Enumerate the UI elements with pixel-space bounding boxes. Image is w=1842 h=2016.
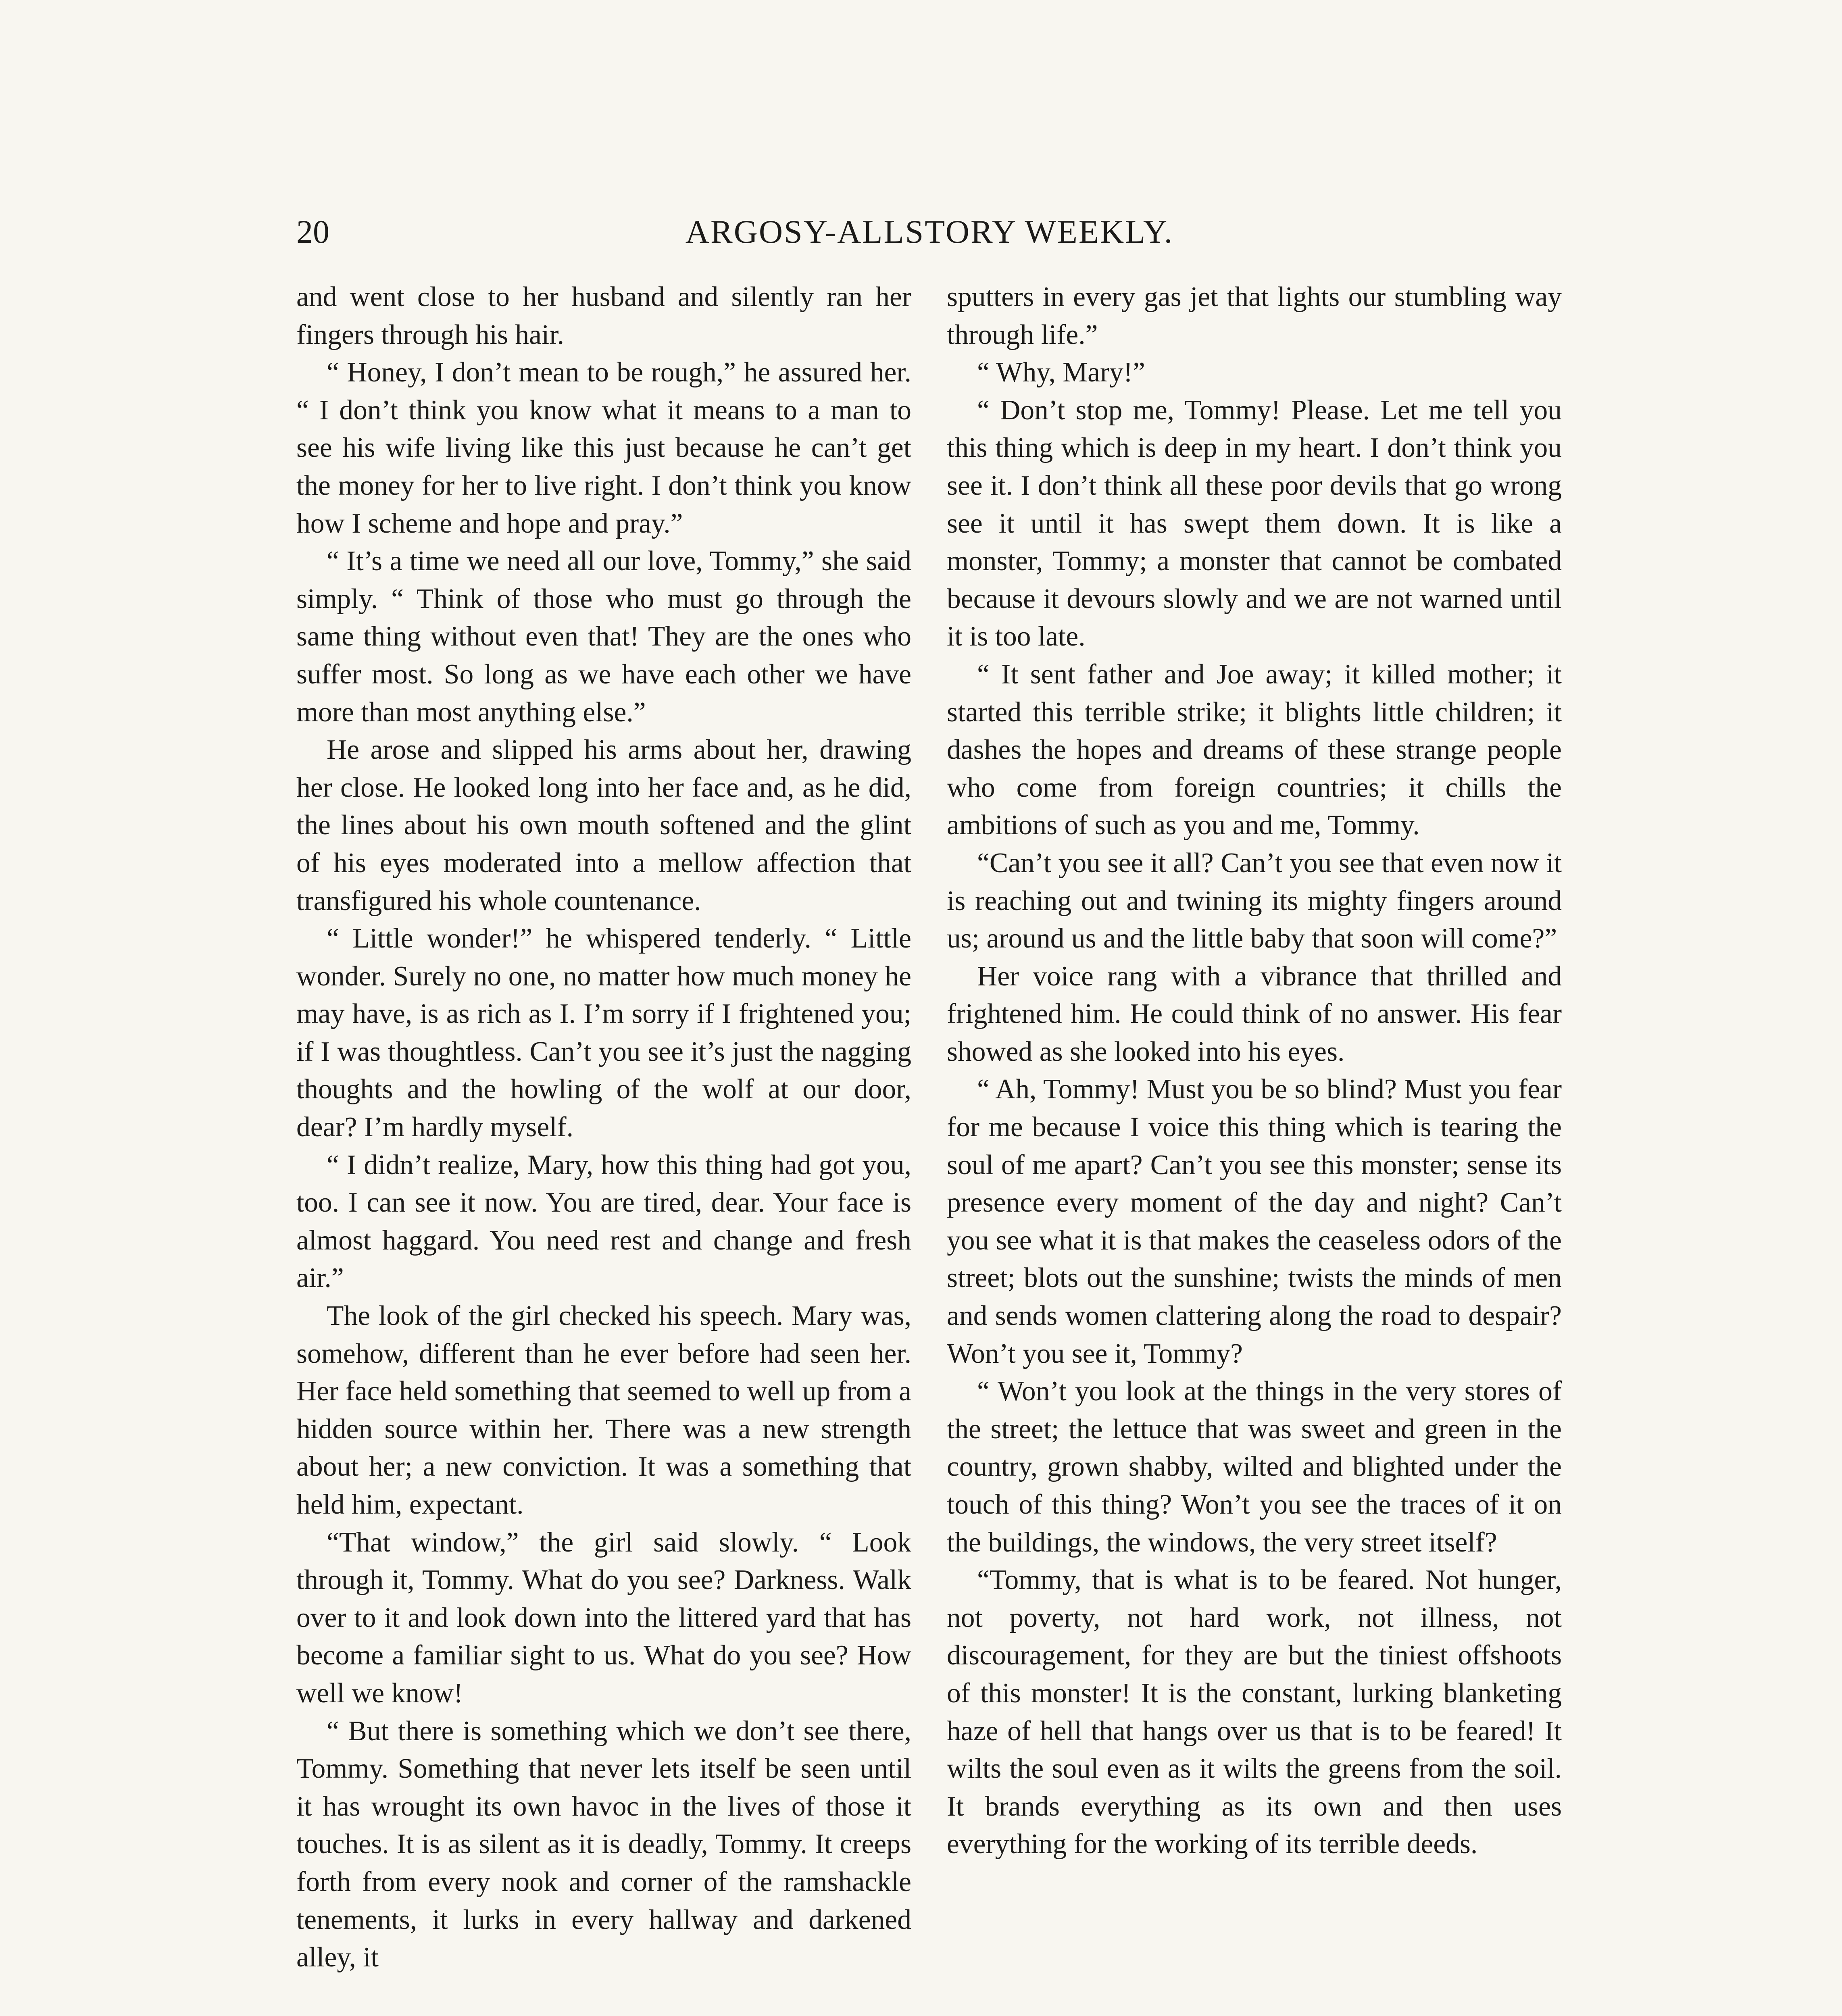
- page-number: 20: [296, 213, 329, 250]
- paragraph: “ Won’t you look at the things in the very stores of the street; the lettuce that was sweet and green in the country, grown shabby, wilted and blighted under the touch of this thing? Won’t you see the traces of it on the buildings, the windows, the very street itself?: [947, 1376, 1562, 1558]
- paragraph: “ I didn’t realize, Mary, how this thing had got you, too. I can see it now. You are tired, dear. Your face is almost haggard. You need rest and change and fresh air.”: [296, 1149, 911, 1294]
- paragraph: “ Little wonder!” he whispered tenderly. “ Little wonder. Surely no one, no matter how much money he may have, is as rich as I. I’m sorry if I frightened you; if I was thoughtless. Can’t you see it’s just the nagging thoughts and the howling of the wolf at our door, dear? I’m hardly myself.: [296, 923, 911, 1143]
- paragraph: “Can’t you see it all? Can’t you see that even now it is reaching out and twining its mighty fingers around us; around us and the little baby that soon will come?”: [947, 847, 1562, 954]
- paragraph: “ Don’t stop me, Tommy! Please. Let me tell you this thing which is deep in my heart. I don’t think you see it. I don’t think all these poor devils that go wrong see it until it has swept them down. It is like a monster, Tommy; a monster that cannot be combated because it devours slowly and we are not warned until it is too late.: [947, 394, 1562, 652]
- paragraph: and went close to her husband and silently ran her fingers through his hair.: [296, 281, 911, 350]
- paragraph: “Tommy, that is what is to be feared. Not hunger, not poverty, not hard work, not illness, not discouragement, for they are but the tiniest offshoots of this monster! It is the constant, lurking blanketing haze of hell that hangs over us that is to be feared! It wilts the soul even as it wilts the greens from the soil. It brands everything as its own and then uses everything for the working of its terrible deeds.: [947, 1564, 1562, 1860]
- paragraph: sputters in every gas jet that lights our stumbling way through life.”: [947, 281, 1562, 350]
- paragraph: Her voice rang with a vibrance that thrilled and frightened him. He could think of no answer. His fear showed as she looked into his eyes.: [947, 960, 1562, 1067]
- paragraph: “ But there is something which we don’t see there, Tommy. Something that never lets itself be seen until it has wrought its own havoc in the lives of those it touches. It is as silent as it is deadly, Tommy. It creeps forth from every nook and corner of the ramshackle tenements, it lurks in every hallway and darkened alley, it: [296, 1715, 911, 1973]
- left-column: [296, 278, 911, 1976]
- page-header: [296, 208, 1563, 256]
- paragraph: He arose and slipped his arms about her, drawing her close. He looked long into her face and, as he did, the lines about his own mouth softened and the glint of his eyes moderated into a mellow affection that transfigured his whole countenance.: [296, 734, 911, 916]
- running-title: ARGOSY-ALLSTORY WEEKLY.: [685, 213, 1174, 250]
- paragraph: “ It sent father and Joe away; it killed mother; it started this terrible strike; it blights little children; it dashes the hopes and dreams of these strange people who come from foreign countries; it chills the ambitions of such as you and me, Tommy.: [947, 658, 1562, 841]
- paragraph: “ Ah, Tommy! Must you be so blind? Must you fear for me because I voice this thing which is tearing the soul of me apart? Can’t you see this monster; sense its presence every moment of the day and night? Can’t you see what it is that makes the ceaseless odors of the street; blots out the sunshine; twists the minds of men and sends women clattering along the road to despair? Won’t you see it, Tommy?: [947, 1074, 1562, 1369]
- paragraph: “ Why, Mary!”: [977, 357, 1145, 388]
- paragraph: “ Honey, I don’t mean to be rough,” he assured her. “ I don’t think you know what it means to a man to see his wife living like this just because he can’t get the money for her to live right. I don’t think you know how I scheme and hope and pray.”: [296, 357, 911, 539]
- paragraph: The look of the girl checked his speech. Mary was, somehow, different than he ever before had seen her. Her face held something that seemed to well up from a hidden source within her. There was a new strength about her; a new conviction. It was a something that held him, expectant.: [296, 1300, 911, 1520]
- right-column: [947, 278, 1562, 1863]
- paragraph: “That window,” the girl said slowly. “ Look through it, Tommy. What do you see? Darkness. Walk over to it and look down into the littered yard that has become a familiar sight to us. What do you see? How well we know!: [296, 1527, 911, 1709]
- paragraph: “ It’s a time we need all our love, Tommy,” she said simply. “ Think of those who must go through the same thing without even that! They are the ones who suffer most. So long as we have each other we have more than most anything else.”: [296, 546, 911, 728]
